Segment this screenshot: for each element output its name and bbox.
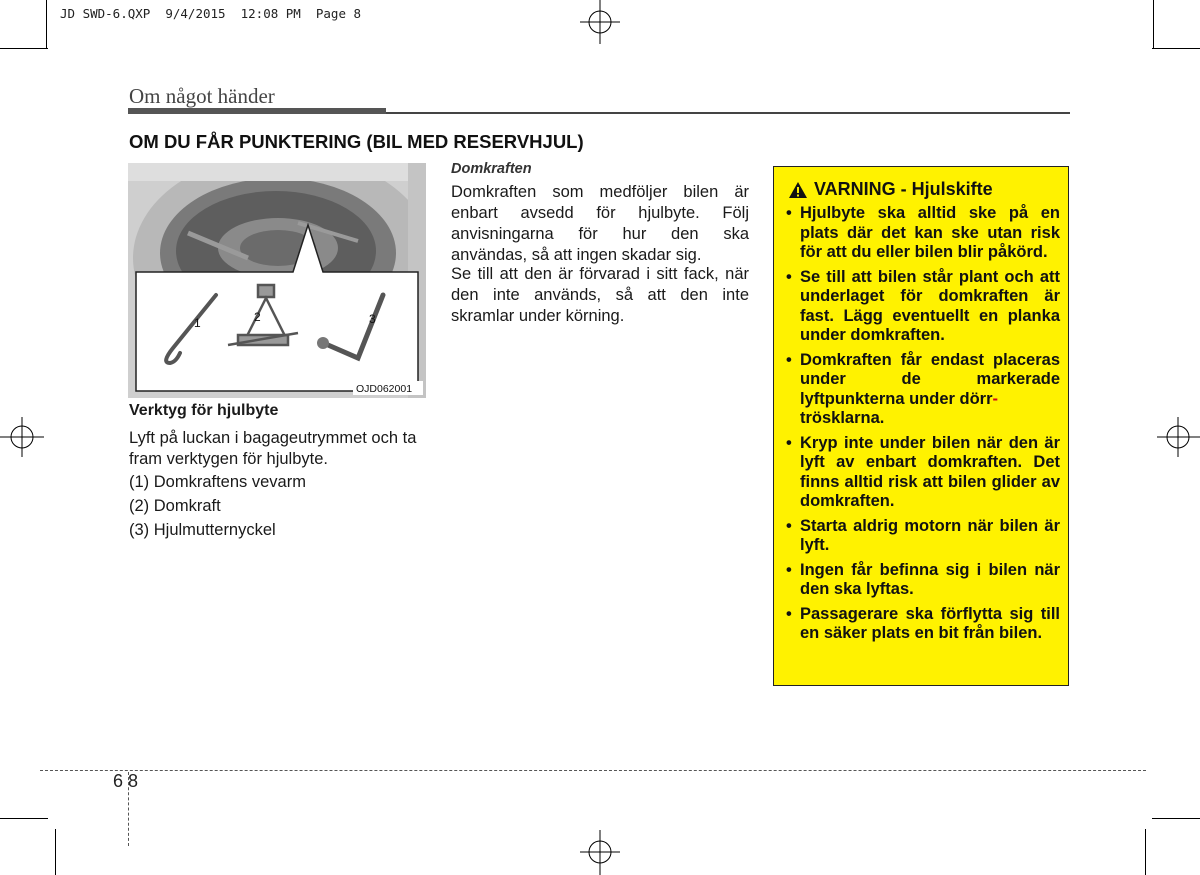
hyphen-mark: - (992, 389, 999, 408)
figure-caption-heading: Verktyg för hjulbyte (129, 402, 279, 419)
warning-item: • Kryp inte under bilen när den är lyft av enbart domkraften. Det finns alltid risk att bilen glider av domkraften. (786, 434, 1060, 512)
spare-wheel-well-illustration (128, 163, 426, 398)
header-rule-thick (128, 108, 386, 114)
jack-paragraph-2: Se till att den är förvarad i sitt fack, när den inte används, så att den inte skramlar under körning. (451, 265, 749, 325)
warning-triangle-icon (788, 181, 808, 199)
header-rule-thin (386, 112, 1070, 114)
figure-label-2: 2 (254, 310, 261, 324)
registration-mark-top-icon (575, 0, 625, 46)
page-heading: OM DU FÅR PUNKTERING (BIL MED RESERVHJUL) (129, 131, 584, 152)
footer-dashed-divider (128, 772, 129, 846)
tool-item-3: (3) Hjulmutternyckel (129, 521, 276, 539)
figure-label-1: 1 (194, 316, 201, 330)
warning-title-row (788, 179, 993, 200)
jack-paragraph-1: Domkraften som medföljer bilen är enbart avsedd för hjulbyte. Följ anvisningarna för hur den ska användas, så att ingen skadar sig. (451, 183, 749, 264)
jack-subheading: Domkraften (451, 161, 532, 177)
registration-mark-right-icon (1155, 412, 1200, 462)
registration-mark-left-icon (0, 412, 46, 462)
left-intro-text: Lyft på luckan i bagageutrymmet och ta fram verktygen för hjulbyte. (129, 429, 417, 468)
section-title: Om något händer (129, 84, 275, 108)
page-number: 6 8 (113, 771, 139, 791)
warning-item (786, 351, 1060, 429)
footer-dashed-rule (40, 770, 1146, 771)
print-slug: JD SWD-6.QXP 9/4/2015 12:08 PM Page 8 (60, 6, 362, 21)
warning-item-text: Domkraften får endast placeras under de markerade lyftpunkterna under dörr- (800, 350, 1060, 408)
figure-label-3: 3 (369, 312, 376, 326)
warning-item: • Hjulbyte ska alltid ske på en plats där det kan ske utan risk för att du eller bilen blir påkörd. (786, 204, 1060, 263)
warning-item: • Se till att bilen står plant och att underlaget för domkraften är fast. Lägg eventuellt en planka under domkraften. (786, 268, 1060, 346)
tool-item-2: (2) Domkraft (129, 497, 221, 515)
tool-item-1: (1) Domkraftens vevarm (129, 473, 306, 491)
warning-item: • Ingen får befinna sig i bilen när den ska lyftas. (786, 561, 1060, 600)
warning-item-continued: trösklarna. (800, 409, 885, 427)
figure-code: OJD062001 (356, 383, 413, 395)
warning-box (773, 166, 1069, 686)
warning-title: VARNING - Hjulskifte (814, 179, 993, 199)
warning-list (786, 204, 1060, 649)
warning-item: • Passagerare ska förflytta sig till en säker plats en bit från bilen. (786, 605, 1060, 644)
tools-figure (128, 163, 426, 398)
warning-item: • Starta aldrig motorn när bilen är lyft. (786, 517, 1060, 556)
registration-mark-bottom-icon (575, 830, 625, 875)
